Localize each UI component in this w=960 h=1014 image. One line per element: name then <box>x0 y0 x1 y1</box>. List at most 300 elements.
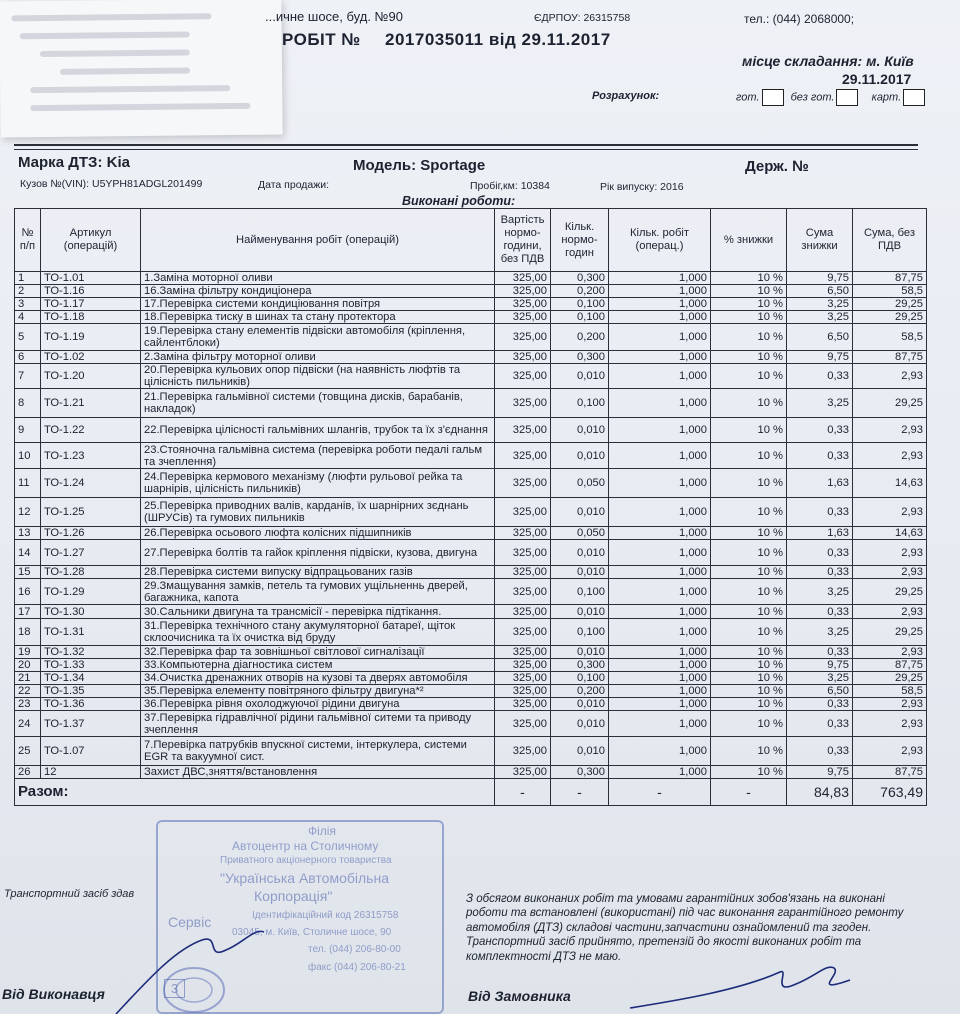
norm-hours: 0,300 <box>551 766 609 779</box>
article-code: ТО-1.35 <box>41 685 141 698</box>
article-code: ТО-1.37 <box>41 711 141 737</box>
sum-no-vat: 58,5 <box>853 285 927 298</box>
row-number: 19 <box>15 646 41 659</box>
work-qty: 1,000 <box>609 619 711 646</box>
hour-rate: 325,00 <box>495 685 551 698</box>
discount-pct: 10 % <box>711 527 787 540</box>
work-qty: 1,000 <box>609 685 711 698</box>
discount-pct: 10 % <box>711 311 787 324</box>
discount-pct: 10 % <box>711 285 787 298</box>
norm-hours: 0,300 <box>551 659 609 672</box>
sale-date-label: Дата продажи: <box>258 179 330 191</box>
col-header: Кільк. робіт (операц.) <box>609 209 711 272</box>
sum-no-vat: 2,93 <box>853 698 927 711</box>
row-number: 15 <box>15 566 41 579</box>
work-name: 19.Перевірка стану елементів підвіски автомобіля (кріплення, сайлентблоки) <box>141 324 495 351</box>
article-code: ТО-1.02 <box>41 351 141 364</box>
norm-hours: 0,200 <box>551 685 609 698</box>
discount-sum: 0,33 <box>787 698 853 711</box>
discount-sum: 3,25 <box>787 298 853 311</box>
total-label: Разом: <box>15 779 495 806</box>
work-qty: 1,000 <box>609 498 711 527</box>
hour-rate: 325,00 <box>495 646 551 659</box>
vehicle-vin: Кузов №(VIN): U5YPH81ADGL201499 <box>20 178 203 190</box>
work-qty: 1,000 <box>609 311 711 324</box>
discount-sum: 3,25 <box>787 579 853 605</box>
discount-pct: 10 % <box>711 364 787 389</box>
article-code: ТО-1.34 <box>41 672 141 685</box>
sum-no-vat: 29,25 <box>853 389 927 418</box>
discount-sum: 1,63 <box>787 527 853 540</box>
row-number: 7 <box>15 364 41 389</box>
discount-pct: 10 % <box>711 324 787 351</box>
total-dash: - <box>551 779 609 806</box>
sum-no-vat: 87,75 <box>853 766 927 779</box>
discount-pct: 10 % <box>711 566 787 579</box>
discount-sum: 9,75 <box>787 766 853 779</box>
norm-hours: 0,010 <box>551 364 609 389</box>
norm-hours: 0,100 <box>551 579 609 605</box>
work-qty: 1,000 <box>609 672 711 685</box>
work-qty: 1,000 <box>609 711 711 737</box>
header-rule <box>14 144 918 146</box>
table-row <box>15 579 927 605</box>
norm-hours: 0,010 <box>551 540 609 566</box>
sum-no-vat: 2,93 <box>853 443 927 469</box>
hour-rate: 325,00 <box>495 605 551 619</box>
hour-rate: 325,00 <box>495 389 551 418</box>
discount-sum: 9,75 <box>787 351 853 364</box>
work-qty: 1,000 <box>609 737 711 766</box>
discount-sum: 6,50 <box>787 285 853 298</box>
row-number: 16 <box>15 579 41 605</box>
total-sum: 763,49 <box>853 779 927 806</box>
work-name: 17.Перевірка системи кондиціювання повітря <box>141 298 495 311</box>
customer-label: Від Замовника <box>468 988 571 1004</box>
work-name: Захист ДВС,зняття/встановлення <box>141 766 495 779</box>
hour-rate: 325,00 <box>495 324 551 351</box>
discount-pct: 10 % <box>711 498 787 527</box>
work-name: 36.Перевірка рівня охолоджуючої рідини двигуна <box>141 698 495 711</box>
norm-hours: 0,050 <box>551 469 609 498</box>
norm-hours: 0,010 <box>551 566 609 579</box>
work-qty: 1,000 <box>609 540 711 566</box>
table-row <box>15 364 927 389</box>
discount-sum: 1,63 <box>787 469 853 498</box>
sum-no-vat: 87,75 <box>853 351 927 364</box>
discount-pct: 10 % <box>711 469 787 498</box>
total-row <box>15 779 927 806</box>
hour-rate: 325,00 <box>495 469 551 498</box>
vehicle-handed-text: Транспортний засіб здав <box>4 888 135 900</box>
discount-pct: 10 % <box>711 389 787 418</box>
row-number: 26 <box>15 766 41 779</box>
hour-rate: 325,00 <box>495 272 551 285</box>
col-header: № п/п <box>15 209 41 272</box>
discount-sum: 0,33 <box>787 443 853 469</box>
address-text: ...ичне шосе, буд. №90 <box>265 9 403 24</box>
article-code: ТО-1.31 <box>41 619 141 646</box>
row-number: 2 <box>15 285 41 298</box>
discount-sum: 3,25 <box>787 619 853 646</box>
discount-pct: 10 % <box>711 737 787 766</box>
discount-pct: 10 % <box>711 672 787 685</box>
row-number: 9 <box>15 418 41 443</box>
work-qty: 1,000 <box>609 605 711 619</box>
row-number: 8 <box>15 389 41 418</box>
discount-pct: 10 % <box>711 272 787 285</box>
table-row <box>15 272 927 285</box>
discount-pct: 10 % <box>711 351 787 364</box>
sum-no-vat: 29,25 <box>853 311 927 324</box>
noncash-checkbox[interactable] <box>836 89 858 106</box>
payment-label: Розрахунок: <box>592 90 660 102</box>
row-number: 1 <box>15 272 41 285</box>
norm-hours: 0,010 <box>551 498 609 527</box>
work-name: 37.Перевірка гідравлічної рідини гальмівної ситеми та приводу зчеплення <box>141 711 495 737</box>
norm-hours: 0,200 <box>551 285 609 298</box>
table-row <box>15 298 927 311</box>
row-number: 24 <box>15 711 41 737</box>
work-name: 16.Заміна фільтру кондиціонера <box>141 285 495 298</box>
work-name: 35.Перевірка елементу повітряного фільтру двигуна*² <box>141 685 495 698</box>
work-name: 26.Перевірка осьового люфта колісних підшипників <box>141 527 495 540</box>
norm-hours: 0,300 <box>551 272 609 285</box>
row-number: 18 <box>15 619 41 646</box>
row-number: 14 <box>15 540 41 566</box>
discount-sum: 0,33 <box>787 737 853 766</box>
work-qty: 1,000 <box>609 566 711 579</box>
discount-sum: 0,33 <box>787 418 853 443</box>
table-row <box>15 498 927 527</box>
norm-hours: 0,050 <box>551 527 609 540</box>
row-number: 13 <box>15 527 41 540</box>
discount-pct: 10 % <box>711 418 787 443</box>
col-header: Артикул (операцій) <box>41 209 141 272</box>
work-qty: 1,000 <box>609 579 711 605</box>
sum-no-vat: 2,93 <box>853 540 927 566</box>
work-name: 32.Перевірка фар та зовнішньої світлової сигналізації <box>141 646 495 659</box>
work-qty: 1,000 <box>609 324 711 351</box>
hour-rate: 325,00 <box>495 298 551 311</box>
hour-rate: 325,00 <box>495 672 551 685</box>
table-row <box>15 659 927 672</box>
table-row <box>15 646 927 659</box>
receipt-sticker <box>0 0 283 137</box>
total-dash: - <box>609 779 711 806</box>
work-qty: 1,000 <box>609 272 711 285</box>
table-row <box>15 737 927 766</box>
col-header: Вартість нормо-години, без ПДВ <box>495 209 551 272</box>
row-number: 3 <box>15 298 41 311</box>
hour-rate: 325,00 <box>495 351 551 364</box>
phone-text: тел.: (044) 2068000; <box>744 12 855 26</box>
article-code: 12 <box>41 766 141 779</box>
discount-sum: 0,33 <box>787 540 853 566</box>
work-name: 18.Перевірка тиску в шинах та стану протектора <box>141 311 495 324</box>
article-code: ТО-1.24 <box>41 469 141 498</box>
table-header-row <box>15 209 927 272</box>
total-dash: - <box>495 779 551 806</box>
article-code: ТО-1.27 <box>41 540 141 566</box>
sum-no-vat: 2,93 <box>853 646 927 659</box>
work-name: 28.Перевірка системи випуску відпрацьованих газів <box>141 566 495 579</box>
norm-hours: 0,010 <box>551 443 609 469</box>
work-qty: 1,000 <box>609 527 711 540</box>
discount-pct: 10 % <box>711 698 787 711</box>
row-number: 6 <box>15 351 41 364</box>
discount-sum: 9,75 <box>787 272 853 285</box>
col-header: Сума знижки <box>787 209 853 272</box>
table-row <box>15 566 927 579</box>
article-code: ТО-1.26 <box>41 527 141 540</box>
discount-sum: 0,33 <box>787 711 853 737</box>
works-table <box>14 208 927 806</box>
table-row <box>15 285 927 298</box>
row-number: 17 <box>15 605 41 619</box>
discount-sum: 0,33 <box>787 605 853 619</box>
article-code: ТО-1.19 <box>41 324 141 351</box>
hour-rate: 325,00 <box>495 311 551 324</box>
article-code: ТО-1.25 <box>41 498 141 527</box>
sum-no-vat: 14,63 <box>853 527 927 540</box>
sum-no-vat: 58,5 <box>853 324 927 351</box>
table-row <box>15 311 927 324</box>
stamp-emblem <box>6 920 466 1014</box>
discount-pct: 10 % <box>711 579 787 605</box>
works-section-title: Виконані роботи: <box>402 194 516 208</box>
sum-no-vat: 2,93 <box>853 711 927 737</box>
discount-sum: 6,50 <box>787 324 853 351</box>
discount-pct: 10 % <box>711 298 787 311</box>
sum-no-vat: 14,63 <box>853 469 927 498</box>
col-header: Найменування робіт (операцій) <box>141 209 495 272</box>
work-name: 20.Перевірка кульових опор підвіски (на наявність люфтів та цілісність пильників) <box>141 364 495 389</box>
table-row <box>15 711 927 737</box>
norm-hours: 0,100 <box>551 672 609 685</box>
norm-hours: 0,010 <box>551 418 609 443</box>
row-number: 4 <box>15 311 41 324</box>
place-date: 29.11.2017 <box>842 71 912 87</box>
article-code: ТО-1.16 <box>41 285 141 298</box>
article-code: ТО-1.23 <box>41 443 141 469</box>
sum-no-vat: 87,75 <box>853 659 927 672</box>
header-rule-thin <box>14 149 918 150</box>
year: Рік випуску: 2016 <box>600 181 684 193</box>
table-row <box>15 443 927 469</box>
executor-label: Від Виконавця <box>2 986 105 1002</box>
act-title: РОБІТ № <box>282 30 361 49</box>
article-code: ТО-1.36 <box>41 698 141 711</box>
table-row <box>15 540 927 566</box>
total-discount: 84,83 <box>787 779 853 806</box>
vehicle-model: Модель: Sportage <box>353 157 486 174</box>
discount-sum: 6,50 <box>787 685 853 698</box>
row-number: 25 <box>15 737 41 766</box>
table-row <box>15 389 927 418</box>
sum-no-vat: 2,93 <box>853 605 927 619</box>
hour-rate: 325,00 <box>495 527 551 540</box>
work-name: 25.Перевірка приводних валів, карданів, їх шарнірних зєднань (ШРУСів) та гумових пильників <box>141 498 495 527</box>
table-row <box>15 619 927 646</box>
discount-pct: 10 % <box>711 659 787 672</box>
work-name: 33.Компьютерна діагностика систем <box>141 659 495 672</box>
hour-rate: 325,00 <box>495 566 551 579</box>
work-name: 23.Стояночна гальмівна система (перевірка роботи педалі гальм та зчеплення) <box>141 443 495 469</box>
work-qty: 1,000 <box>609 418 711 443</box>
article-code: ТО-1.18 <box>41 311 141 324</box>
norm-hours: 0,010 <box>551 711 609 737</box>
work-qty: 1,000 <box>609 443 711 469</box>
table-row <box>15 469 927 498</box>
work-name: 24.Перевірка кермового механізму (люфти рульової рейка та шарнірів, цілісність пильників) <box>141 469 495 498</box>
norm-hours: 0,200 <box>551 324 609 351</box>
discount-pct: 10 % <box>711 711 787 737</box>
article-code: ТО-1.20 <box>41 364 141 389</box>
vehicle-plate: Держ. № <box>745 158 809 175</box>
norm-hours: 0,100 <box>551 619 609 646</box>
work-qty: 1,000 <box>609 298 711 311</box>
payment-options: гот. без гот. карт. <box>736 89 929 106</box>
table-row <box>15 351 927 364</box>
work-qty: 1,000 <box>609 351 711 364</box>
work-qty: 1,000 <box>609 659 711 672</box>
works-table-body <box>15 272 927 779</box>
norm-hours: 0,010 <box>551 737 609 766</box>
act-number: 2017035011 від 29.11.2017 <box>385 30 611 49</box>
sum-no-vat: 29,25 <box>853 619 927 646</box>
hour-rate: 325,00 <box>495 766 551 779</box>
hour-rate: 325,00 <box>495 364 551 389</box>
hour-rate: 325,00 <box>495 498 551 527</box>
work-qty: 1,000 <box>609 698 711 711</box>
sum-no-vat: 29,25 <box>853 298 927 311</box>
article-code: ТО-1.21 <box>41 389 141 418</box>
work-name: 31.Перевірка технічного стану акумуляторної батареї, щіток склоочисника та їх очистка від бруду <box>141 619 495 646</box>
article-code: ТО-1.22 <box>41 418 141 443</box>
discount-pct: 10 % <box>711 646 787 659</box>
work-name: 29.Змащування замків, петель та гумових ущільненнь дверей, багажника, капота <box>141 579 495 605</box>
hour-rate: 325,00 <box>495 579 551 605</box>
discount-pct: 10 % <box>711 685 787 698</box>
sum-no-vat: 2,93 <box>853 364 927 389</box>
work-qty: 1,000 <box>609 285 711 298</box>
article-code: ТО-1.29 <box>41 579 141 605</box>
hour-rate: 325,00 <box>495 698 551 711</box>
hour-rate: 325,00 <box>495 659 551 672</box>
sum-no-vat: 87,75 <box>853 272 927 285</box>
hour-rate: 325,00 <box>495 540 551 566</box>
discount-pct: 10 % <box>711 605 787 619</box>
discount-sum: 0,33 <box>787 646 853 659</box>
sum-no-vat: 2,93 <box>853 566 927 579</box>
work-name: 21.Перевірка гальмівної системи (товщина дисків, барабанів, накладок) <box>141 389 495 418</box>
table-row <box>15 605 927 619</box>
work-qty: 1,000 <box>609 469 711 498</box>
sum-no-vat: 58,5 <box>853 685 927 698</box>
row-number: 12 <box>15 498 41 527</box>
cash-checkbox[interactable] <box>762 89 784 106</box>
discount-sum: 3,25 <box>787 672 853 685</box>
article-code: ТО-1.17 <box>41 298 141 311</box>
discount-pct: 10 % <box>711 766 787 779</box>
discount-sum: 3,25 <box>787 311 853 324</box>
table-row <box>15 698 927 711</box>
work-qty: 1,000 <box>609 364 711 389</box>
row-number: 20 <box>15 659 41 672</box>
table-row <box>15 685 927 698</box>
hour-rate: 325,00 <box>495 737 551 766</box>
table-row <box>15 527 927 540</box>
article-code: ТО-1.30 <box>41 605 141 619</box>
article-code: ТО-1.28 <box>41 566 141 579</box>
article-code: ТО-1.32 <box>41 646 141 659</box>
col-header: % знижки <box>711 209 787 272</box>
card-checkbox[interactable] <box>903 89 925 106</box>
sum-no-vat: 2,93 <box>853 498 927 527</box>
row-number: 22 <box>15 685 41 698</box>
work-qty: 1,000 <box>609 766 711 779</box>
work-name: 30.Сальники двигуна та трансмісії - перевірка підтікання. <box>141 605 495 619</box>
col-header: Кільк. нормо-годин <box>551 209 609 272</box>
sum-no-vat: 2,93 <box>853 418 927 443</box>
customer-signature <box>620 960 880 1014</box>
work-name: 2.Заміна фільтру моторної оливи <box>141 351 495 364</box>
table-row <box>15 418 927 443</box>
discount-sum: 0,33 <box>787 364 853 389</box>
discount-sum: 3,25 <box>787 389 853 418</box>
discount-sum: 0,33 <box>787 498 853 527</box>
edrpou-label: ЄДРПОУ: 26315758 <box>534 12 631 24</box>
norm-hours: 0,010 <box>551 605 609 619</box>
row-number: 10 <box>15 443 41 469</box>
work-name: 1.Заміна моторної оливи <box>141 272 495 285</box>
norm-hours: 0,010 <box>551 698 609 711</box>
row-number: 5 <box>15 324 41 351</box>
work-qty: 1,000 <box>609 646 711 659</box>
hour-rate: 325,00 <box>495 285 551 298</box>
norm-hours: 0,100 <box>551 298 609 311</box>
mileage: Пробіг,км: 10384 <box>470 180 550 192</box>
table-row <box>15 672 927 685</box>
work-name: 22.Перевірка цілісності гальмівних шлангів, трубок та їх з'єднання <box>141 418 495 443</box>
sum-no-vat: 2,93 <box>853 737 927 766</box>
col-header: Сума, без ПДВ <box>853 209 927 272</box>
sum-no-vat: 29,25 <box>853 579 927 605</box>
discount-sum: 0,33 <box>787 566 853 579</box>
discount-pct: 10 % <box>711 443 787 469</box>
article-code: ТО-1.33 <box>41 659 141 672</box>
sum-no-vat: 29,25 <box>853 672 927 685</box>
vehicle-make: Марка ДТЗ: Kia <box>18 154 130 171</box>
norm-hours: 0,010 <box>551 646 609 659</box>
work-name: 34.Очистка дренажних отворів на кузові та дверях автомобіля <box>141 672 495 685</box>
company-stamp: Філія Автоцентр на Столичному Приватного акціонерного товариства "Українська Автомобільна Корпорація" Ідентифікаційний код 26315758 03045, м. Київ, Столичне шосе, 90 тел. (044) 206-80-00 факс (044) 206-80-21 Сервіс 3 <box>156 820 444 1014</box>
work-qty: 1,000 <box>609 389 711 418</box>
row-number: 21 <box>15 672 41 685</box>
discount-pct: 10 % <box>711 540 787 566</box>
hour-rate: 325,00 <box>495 443 551 469</box>
table-row <box>15 324 927 351</box>
row-number: 23 <box>15 698 41 711</box>
article-code: ТО-1.01 <box>41 272 141 285</box>
place-label: місце складання: м. Київ <box>742 53 914 69</box>
work-name: 7.Перевірка патрубків впускної системи, інтеркулера, системи EGR та вакуумної сист. <box>141 737 495 766</box>
hour-rate: 325,00 <box>495 619 551 646</box>
discount-pct: 10 % <box>711 619 787 646</box>
agreement-text: З обсягом виконаних робіт та умовами гарантійних зобов'язань на виконані роботи та встановлені (використані) під час виконання гарантійного ремонту автомобіля (ДТЗ) складові частини,запчастини ознайомлений та згоден. Транспортний засіб прийнято, претензій до якості виконаних робіт та комплектності ДТЗ не маю. <box>466 893 904 963</box>
table-row <box>15 766 927 779</box>
